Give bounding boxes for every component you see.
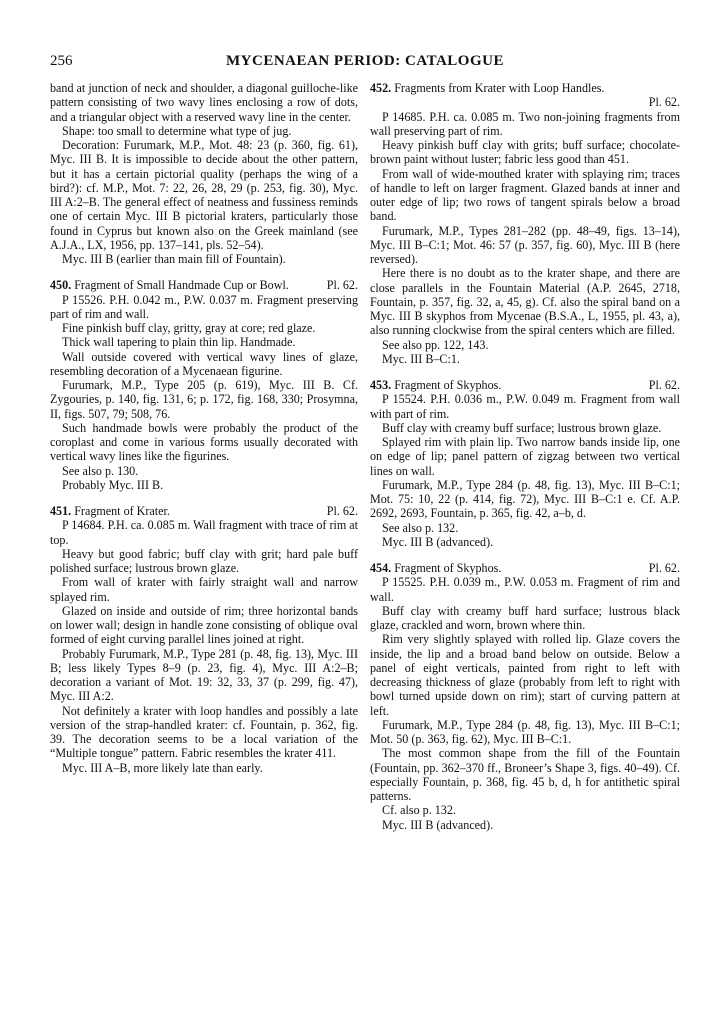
paragraph xyxy=(50,138,358,252)
paragraph-text: Fragment of Small Handmade Cup or Bowl. xyxy=(71,278,289,293)
paragraph-text: The most common shape from the fill of the Fountain (Fountain, pp. 362–370 ff., Broneer’s Shape 3, figs. 40–49). Cf. especially Fountain, p. 368, fig. 45 b, d, h for antithetic spiral patterns. xyxy=(370,746,680,803)
paragraph-text: Wall outside covered with vertical wavy lines of glaze, resembling decoration of a Mycenaean figurine. xyxy=(50,349,358,378)
paragraph-text: Fragment of Krater. xyxy=(71,504,170,518)
paragraph xyxy=(50,547,358,576)
paragraph-text: Fragment of Skyphos. xyxy=(391,561,502,575)
paragraph xyxy=(50,124,358,138)
paragraph-text: Furumark, M.P., Type 284 (p. 48, fig. 13), Myc. III B–C:1; Mot. 75: 10, 22 (p. 414, fig. 72), Myc. III B–C:1 e. Cf. A.P. 2692, 2693, Fountain, p. 365, fig. 42, a–b, d. xyxy=(370,477,680,521)
paragraph xyxy=(50,81,358,124)
paragraph-text: Furumark, M.P., Type 205 (p. 619), Myc. III B. Cf. Zygouries, p. 140, fig. 131, 6; p. 172, fig. 168, 330; Prosymna, II, figs. 507, 79; 508, 76. xyxy=(50,378,358,421)
paragraph xyxy=(370,167,680,224)
paragraph xyxy=(370,478,680,521)
paragraph-text: Shape: too small to determine what type of jug. xyxy=(62,123,292,138)
paragraph-text: See also pp. 122, 143. xyxy=(382,337,489,352)
paragraph xyxy=(370,535,680,549)
paragraph-text: Probably Myc. III B. xyxy=(62,477,164,492)
paragraph xyxy=(50,335,358,349)
paragraph xyxy=(370,224,680,267)
paragraph-text: Fragment of Skyphos. xyxy=(391,378,502,392)
plate-reference: Pl. 62. xyxy=(648,378,680,392)
page-header xyxy=(50,53,680,73)
paragraph xyxy=(50,464,358,478)
plate-reference: Pl. 62. xyxy=(648,561,680,575)
paragraph-text: Fine pinkish buff clay, gritty, gray at core; red glaze. xyxy=(62,321,316,335)
entry-number: 450. xyxy=(50,278,72,293)
paragraph xyxy=(50,293,358,322)
paragraph xyxy=(50,647,358,704)
paragraph xyxy=(370,521,680,535)
entry-heading xyxy=(50,278,358,292)
paragraph-text: Glazed on inside and outside of rim; three horizontal bands on lower wall; design in handle zone consisting of oblique oval formed of eight curving parallel lines joined at right. xyxy=(50,603,358,647)
paragraph-text: Such handmade bowls were probably the product of the coroplast and come in various forms usually decorated with vertical wavy lines like the figurines. xyxy=(50,420,358,464)
entry-number: 452. xyxy=(370,81,392,95)
paragraph-text: Here there is no doubt as to the krater shape, and there are close parallels in the Fountain Material (A.P. 2645, 2718, Fountain, p. 357, fig. 32, a, 45, g). Cf. also the spiral band on a Myc. III B skyphos from Mycenae (B.S.A., L, 1955, pl. 43, a), also running clockwise from the spiral centers which are filled. xyxy=(370,266,680,338)
paragraph-text: P 15524. P.H. 0.036 m., P.W. 0.049 m. Fragment from wall with part of rim. xyxy=(370,392,680,421)
left-column xyxy=(50,81,358,775)
plate-reference: Pl. 62. xyxy=(326,504,358,518)
paragraph xyxy=(370,392,680,421)
paragraph-text: Myc. III B (advanced). xyxy=(382,534,494,549)
paragraph xyxy=(50,321,358,335)
paragraph xyxy=(50,604,358,647)
entry-heading xyxy=(370,378,680,392)
right-column xyxy=(370,81,680,832)
paragraph-text: Buff clay with creamy buff surface; lustrous brown glaze. xyxy=(382,420,662,435)
paragraph xyxy=(370,575,680,604)
paragraph-text: P 15525. P.H. 0.039 m., P.W. 0.053 m. Fragment of rim and wall. xyxy=(370,575,680,604)
paragraph xyxy=(50,761,358,775)
paragraph xyxy=(370,95,680,109)
paragraph-text: Splayed rim with plain lip. Two narrow bands inside lip, one on edge of lip; panel pattern of zigzag between two vertical lines on wall. xyxy=(370,435,680,478)
paragraph-text: Myc. III A–B, more likely late than early. xyxy=(62,760,263,775)
paragraph-text: Thick wall tapering to plain thin lip. Handmade. xyxy=(62,335,296,350)
entry-number: 451. xyxy=(50,504,72,518)
paragraph xyxy=(50,252,358,266)
paragraph-text: Buff clay with creamy buff hard surface; lustrous black glaze, crackled and worn, brown where thin. xyxy=(370,603,680,632)
paragraph-text: From wall of wide-mouthed krater with splaying rim; traces of handle to left on larger fragment. Glazed bands at inner and outer edge of lip; two rows of tangent spirals below a broad band. xyxy=(370,166,680,224)
paragraph xyxy=(50,704,358,761)
paragraph xyxy=(370,632,680,718)
paragraph-text: Myc. III B (earlier than main fill of Fountain). xyxy=(62,252,286,266)
paragraph-text: P 14685. P.H. ca. 0.085 m. Two non-joining fragments from wall preserving part of rim. xyxy=(370,109,680,138)
paragraph xyxy=(50,518,358,547)
paragraph-text: Furumark, M.P., Type 284 (p. 48, fig. 13), Myc. III B–C:1; Mot. 50 (p. 363, fig. 62), Myc. III B–C:1. xyxy=(370,717,680,746)
paragraph xyxy=(370,803,680,817)
paragraph-text: Pl. 62. xyxy=(648,95,680,110)
paragraph xyxy=(370,718,680,747)
paragraph xyxy=(50,575,358,604)
paragraph-text: See also p. 132. xyxy=(382,520,459,535)
paragraph xyxy=(370,338,680,352)
paragraph xyxy=(370,604,680,633)
paragraph xyxy=(370,138,680,167)
paragraph xyxy=(50,421,358,464)
plate-reference: Pl. 62. xyxy=(326,278,358,293)
paragraph xyxy=(50,478,358,492)
entry-number: 454. xyxy=(370,561,392,575)
paragraph-text: Furumark, M.P., Types 281–282 (pp. 48–49, figs. 13–14), Myc. III B–C:1; Mot. 46: 57 (p. 357, fig. 60), Myc. III B (here reversed). xyxy=(370,223,680,266)
paragraph-text: Fragments from Krater with Loop Handles. xyxy=(391,81,605,95)
entry-heading xyxy=(370,81,680,95)
entry-heading xyxy=(370,561,680,575)
paragraph xyxy=(370,352,680,366)
paragraph-text: Heavy but good fabric; buff clay with grit; hard pale buff polished surface; lustrous brown glaze. xyxy=(50,546,358,575)
running-title: MYCENAEAN PERIOD: CATALOGUE xyxy=(226,53,504,69)
paragraph xyxy=(370,266,680,337)
paragraph-text: Not definitely a krater with loop handles and possibly a late version of the strap-handled krater: cf. Fountain, p. 362, fig. 39. The decoration seems to be a local variation of the “Multiple tongue” pattern. Fabric resembles the krater 411. xyxy=(50,703,358,761)
paragraph-text: Myc. III B (advanced). xyxy=(382,817,494,832)
paragraph-text: Heavy pinkish buff clay with grits; buff surface; chocolate-brown paint without luster; fabric less good than 451. xyxy=(370,138,680,167)
paragraph xyxy=(370,421,680,435)
entry-heading xyxy=(50,504,358,518)
paragraph xyxy=(370,746,680,803)
page-number: 256 xyxy=(50,53,73,69)
paragraph xyxy=(50,350,358,379)
paragraph xyxy=(370,818,680,832)
paragraph-text: P 14684. P.H. ca. 0.085 m. Wall fragment with trace of rim at top. xyxy=(50,518,358,547)
paragraph xyxy=(370,110,680,139)
paragraph-text: Cf. also p. 132. xyxy=(382,803,456,818)
paragraph xyxy=(50,378,358,421)
paragraph-text: P 15526. P.H. 0.042 m., P.W. 0.037 m. Fragment preserving part of rim and wall. xyxy=(50,292,358,321)
paragraph-text: Decoration: Furumark, M.P., Mot. 48: 23 (p. 360, fig. 61), Myc. III B. It is impossible to decide about the other pattern, but it has a certain pictorial quality (perhaps the wing of a bird?): cf. M.P., Mot. 7: 22, 26, 28, 29 (p. 253, fig. 30), Myc. III A:2–B. The general effect of neatness and fussiness reminds one of certain Myc. III B pictorial kraters, particularly those found in Cyprus but known also on the Greek mainland (see A.J.A., LX, 1956, pp. 137–141, pls. 52–54). xyxy=(50,138,358,252)
entry-number: 453. xyxy=(370,378,392,392)
paragraph-text: band at junction of neck and shoulder, a diagonal guilloche-like pattern consisting of two wavy lines enclosing a row of dots, and a triangular object with a reserved wavy line in the center. xyxy=(50,81,358,124)
paragraph-text: Myc. III B–C:1. xyxy=(382,351,460,366)
paragraph xyxy=(370,435,680,478)
paragraph-text: See also p. 130. xyxy=(62,463,139,478)
paragraph-text: From wall of krater with fairly straight wall and narrow splayed rim. xyxy=(50,575,358,604)
paragraph-text: Rim very slightly splayed with rolled lip. Glaze covers the inside, the lip and a broad band below on outside. Below a panel of eight verticals, painted from right to left with decreasing thickness of glaze (probably from left to right with bowl turned upside down on rim); start of curving pattern at left. xyxy=(370,632,680,718)
paragraph-text: Probably Furumark, M.P., Type 281 (p. 48, fig. 13), Myc. III B; less likely Types 8–9 (p. 23, fig. 4), Myc. III A:2–B; decoration a variant of Mot. 19: 32, 33, 37 (p. 299, fig. 47), Myc. III A:2. xyxy=(50,646,358,704)
